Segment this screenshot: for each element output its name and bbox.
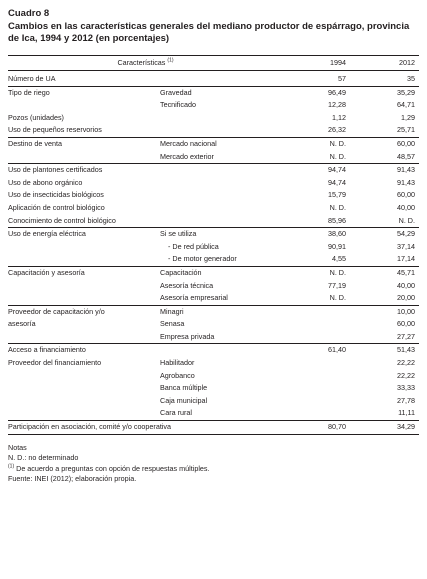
table-row: [8, 266, 419, 279]
row-value-1994: [283, 407, 350, 420]
table-row: [8, 215, 419, 228]
row-category: - De red pública: [168, 241, 219, 251]
row-category: [160, 421, 283, 435]
row-category: [160, 177, 283, 190]
table-row: [8, 86, 419, 99]
row-value-1994: [283, 357, 350, 370]
row-value-2012: 34,29: [350, 421, 419, 435]
row-value-1994: [283, 318, 350, 331]
table-row: [8, 407, 419, 420]
table-row: [8, 112, 419, 125]
table-row: [8, 421, 419, 435]
row-characteristic: [8, 395, 160, 408]
row-characteristic: [8, 370, 160, 383]
row-category: [160, 215, 283, 228]
row-value-1994: N. D.: [283, 137, 350, 150]
row-value-2012: 48,57: [397, 151, 415, 161]
table-row: [8, 370, 419, 383]
note-footnote-mark: (1): [8, 463, 15, 470]
table-row: [8, 253, 419, 266]
row-value-2012: 10,00: [350, 305, 419, 318]
row-value-1994: N. D.: [329, 293, 346, 303]
row-category: [160, 124, 283, 137]
row-characteristic: [8, 241, 160, 254]
data-table: [8, 55, 419, 435]
header-2012: 2012: [399, 58, 415, 67]
row-value-2012: N. D.: [398, 215, 415, 225]
row-category: Banca múltiple: [160, 383, 208, 393]
row-characteristic: Destino de venta: [8, 137, 160, 150]
row-value-2012: 40,00: [397, 280, 415, 290]
row-characteristic: [8, 382, 160, 395]
row-category: [160, 202, 283, 215]
row-value-2012: 35: [407, 74, 415, 83]
note-source: Fuente: INEI (2012); elaboración propia.: [8, 474, 137, 484]
row-value-2012: 60,00: [397, 190, 415, 200]
row-characteristic: Tipo de riego: [8, 86, 160, 99]
row-value-2012: 60,00: [397, 319, 415, 329]
row-value-2012: 54,29: [350, 228, 419, 241]
header-characteristics-label: Características: [117, 58, 166, 67]
row-value-1994: 38,60: [283, 228, 350, 241]
table-row: [8, 228, 419, 241]
row-category: Minagri: [160, 305, 283, 318]
table-row: [8, 164, 419, 177]
note-footnote-text: De acuerdo a preguntas con opción de respuestas múltiples.: [14, 463, 210, 473]
notes: [8, 443, 419, 485]
row-category: Caja municipal: [160, 395, 208, 405]
row-characteristic: [8, 407, 160, 420]
row-value-2012: 22,22: [397, 358, 415, 368]
document-page: [8, 8, 419, 485]
row-value-1994: 57: [338, 74, 346, 83]
table-row: [8, 71, 419, 87]
row-characteristic: asesoría: [8, 319, 36, 329]
table-row: [8, 177, 419, 190]
row-value-2012: 40,00: [397, 202, 415, 212]
row-category: Cara rural: [160, 408, 192, 418]
row-value-2012: 22,22: [397, 370, 415, 380]
row-value-1994: 77,19: [328, 280, 346, 290]
row-value-2012: 64,71: [397, 100, 415, 110]
header-1994: 1994: [330, 58, 346, 67]
row-category: Agrobanco: [160, 370, 195, 380]
table-row: [8, 202, 419, 215]
row-characteristic: Acceso a financiamiento: [8, 344, 160, 357]
row-category: - De motor generador: [168, 254, 237, 264]
row-value-1994: [283, 331, 350, 344]
row-category: [160, 164, 283, 177]
table-row: [8, 357, 419, 370]
table-row: [8, 305, 419, 318]
row-value-2012: 91,43: [397, 177, 415, 187]
row-category: Asesoría empresarial: [160, 293, 228, 303]
table-row: [8, 382, 419, 395]
note-nd: N. D.: no determinado: [8, 453, 79, 463]
footnote-mark: (1): [167, 57, 174, 64]
row-characteristic: Uso de abono orgánico: [8, 177, 83, 187]
row-category: Si se utiliza: [160, 228, 283, 241]
row-category: Mercado exterior: [160, 151, 214, 161]
row-value-1994: 1,12: [332, 112, 346, 122]
row-category: Gravedad: [160, 86, 283, 99]
row-value-1994: 12,28: [328, 100, 346, 110]
row-value-1994: 80,70: [283, 421, 350, 435]
row-characteristic: Aplicación de control biológico: [8, 202, 105, 212]
row-value-2012: 37,14: [397, 241, 415, 251]
row-characteristic: Pozos (unidades): [8, 112, 64, 122]
row-value-2012: 1,29: [401, 112, 415, 122]
row-characteristic: Conocimiento de control biológico: [8, 215, 116, 225]
row-value-1994: 96,49: [283, 86, 350, 99]
table-row: [8, 189, 419, 202]
table-row: [8, 124, 419, 137]
table-body: [8, 71, 419, 435]
row-category: Tecnificado: [160, 100, 196, 110]
row-characteristic: Número de UA: [8, 74, 56, 83]
row-characteristic: Uso de insecticidas biológicos: [8, 190, 104, 200]
row-category: [160, 344, 283, 357]
row-characteristic: Uso de pequeños reservorios: [8, 125, 102, 135]
header-characteristics: [8, 56, 283, 71]
row-value-1994: N. D.: [329, 151, 346, 161]
row-characteristic: Uso de energía eléctrica: [8, 228, 160, 241]
row-characteristic: Capacitación y asesoría: [8, 266, 160, 279]
row-value-1994: [283, 305, 350, 318]
row-value-2012: 33,33: [397, 383, 415, 393]
row-value-1994: 4,55: [332, 254, 346, 264]
notes-heading: Notas: [8, 442, 27, 452]
row-category: Capacitación: [160, 266, 283, 279]
table-row: [8, 137, 419, 150]
table-row: [8, 395, 419, 408]
row-category: [160, 112, 283, 125]
table-row: [8, 99, 419, 112]
row-value-2012: 17,14: [397, 254, 415, 264]
row-value-1994: N. D.: [283, 266, 350, 279]
row-value-2012: 35,29: [350, 86, 419, 99]
table-row: [8, 344, 419, 357]
row-category: Empresa privada: [160, 331, 215, 341]
table-title: Cambios en las características generales del mediano productor de espárrago, provincia de Ica, 1994 y 2012 (en porcentajes): [8, 21, 410, 44]
row-characteristic: [8, 99, 160, 112]
table-number: Cuadro 8: [8, 8, 50, 19]
table-row: [8, 241, 419, 254]
row-category: Senasa: [160, 319, 185, 329]
row-value-1994: [283, 370, 350, 383]
row-value-1994: 85,96: [328, 215, 346, 225]
row-value-2012: 25,71: [397, 125, 415, 135]
row-value-1994: 94,74: [283, 164, 350, 177]
row-characteristic: Proveedor de capacitación y/o: [8, 305, 160, 318]
row-value-1994: N. D.: [329, 202, 346, 212]
table-row: [8, 331, 419, 344]
table-row: [8, 280, 419, 293]
table-row: [8, 292, 419, 305]
row-value-2012: 45,71: [350, 266, 419, 279]
row-value-2012: 60,00: [350, 137, 419, 150]
row-value-1994: 90,91: [328, 241, 346, 251]
row-value-2012: 11,11: [398, 408, 415, 418]
table-row: [8, 318, 419, 331]
row-value-1994: 61,40: [283, 344, 350, 357]
row-characteristic: [8, 280, 160, 293]
row-value-1994: 15,79: [328, 190, 346, 200]
row-category: Asesoría técnica: [160, 280, 214, 290]
row-value-2012: 20,00: [397, 293, 415, 303]
row-value-2012: 27,78: [397, 395, 415, 405]
row-category: Mercado nacional: [160, 137, 283, 150]
row-characteristic: [8, 331, 160, 344]
row-category: [160, 189, 283, 202]
note-footnote: [8, 464, 419, 475]
row-value-1994: 94,74: [328, 177, 346, 187]
row-value-1994: [283, 395, 350, 408]
table-row: [8, 151, 419, 164]
row-value-2012: 91,43: [350, 164, 419, 177]
row-value-1994: 26,32: [328, 125, 346, 135]
row-characteristic: Proveedor del financiamiento: [8, 358, 102, 368]
row-characteristic: [8, 151, 160, 164]
table-header-row: [8, 56, 419, 71]
row-characteristic: Participación en asociación, comité y/o cooperativa: [8, 421, 160, 435]
row-characteristic: [8, 292, 160, 305]
row-category: [160, 71, 283, 87]
row-characteristic: [8, 253, 160, 266]
row-value-2012: 51,43: [350, 344, 419, 357]
row-characteristic: Uso de plantones certificados: [8, 164, 160, 177]
row-value-1994: [283, 382, 350, 395]
row-category: Habilitador: [160, 358, 195, 368]
row-value-2012: 27,27: [397, 331, 415, 341]
